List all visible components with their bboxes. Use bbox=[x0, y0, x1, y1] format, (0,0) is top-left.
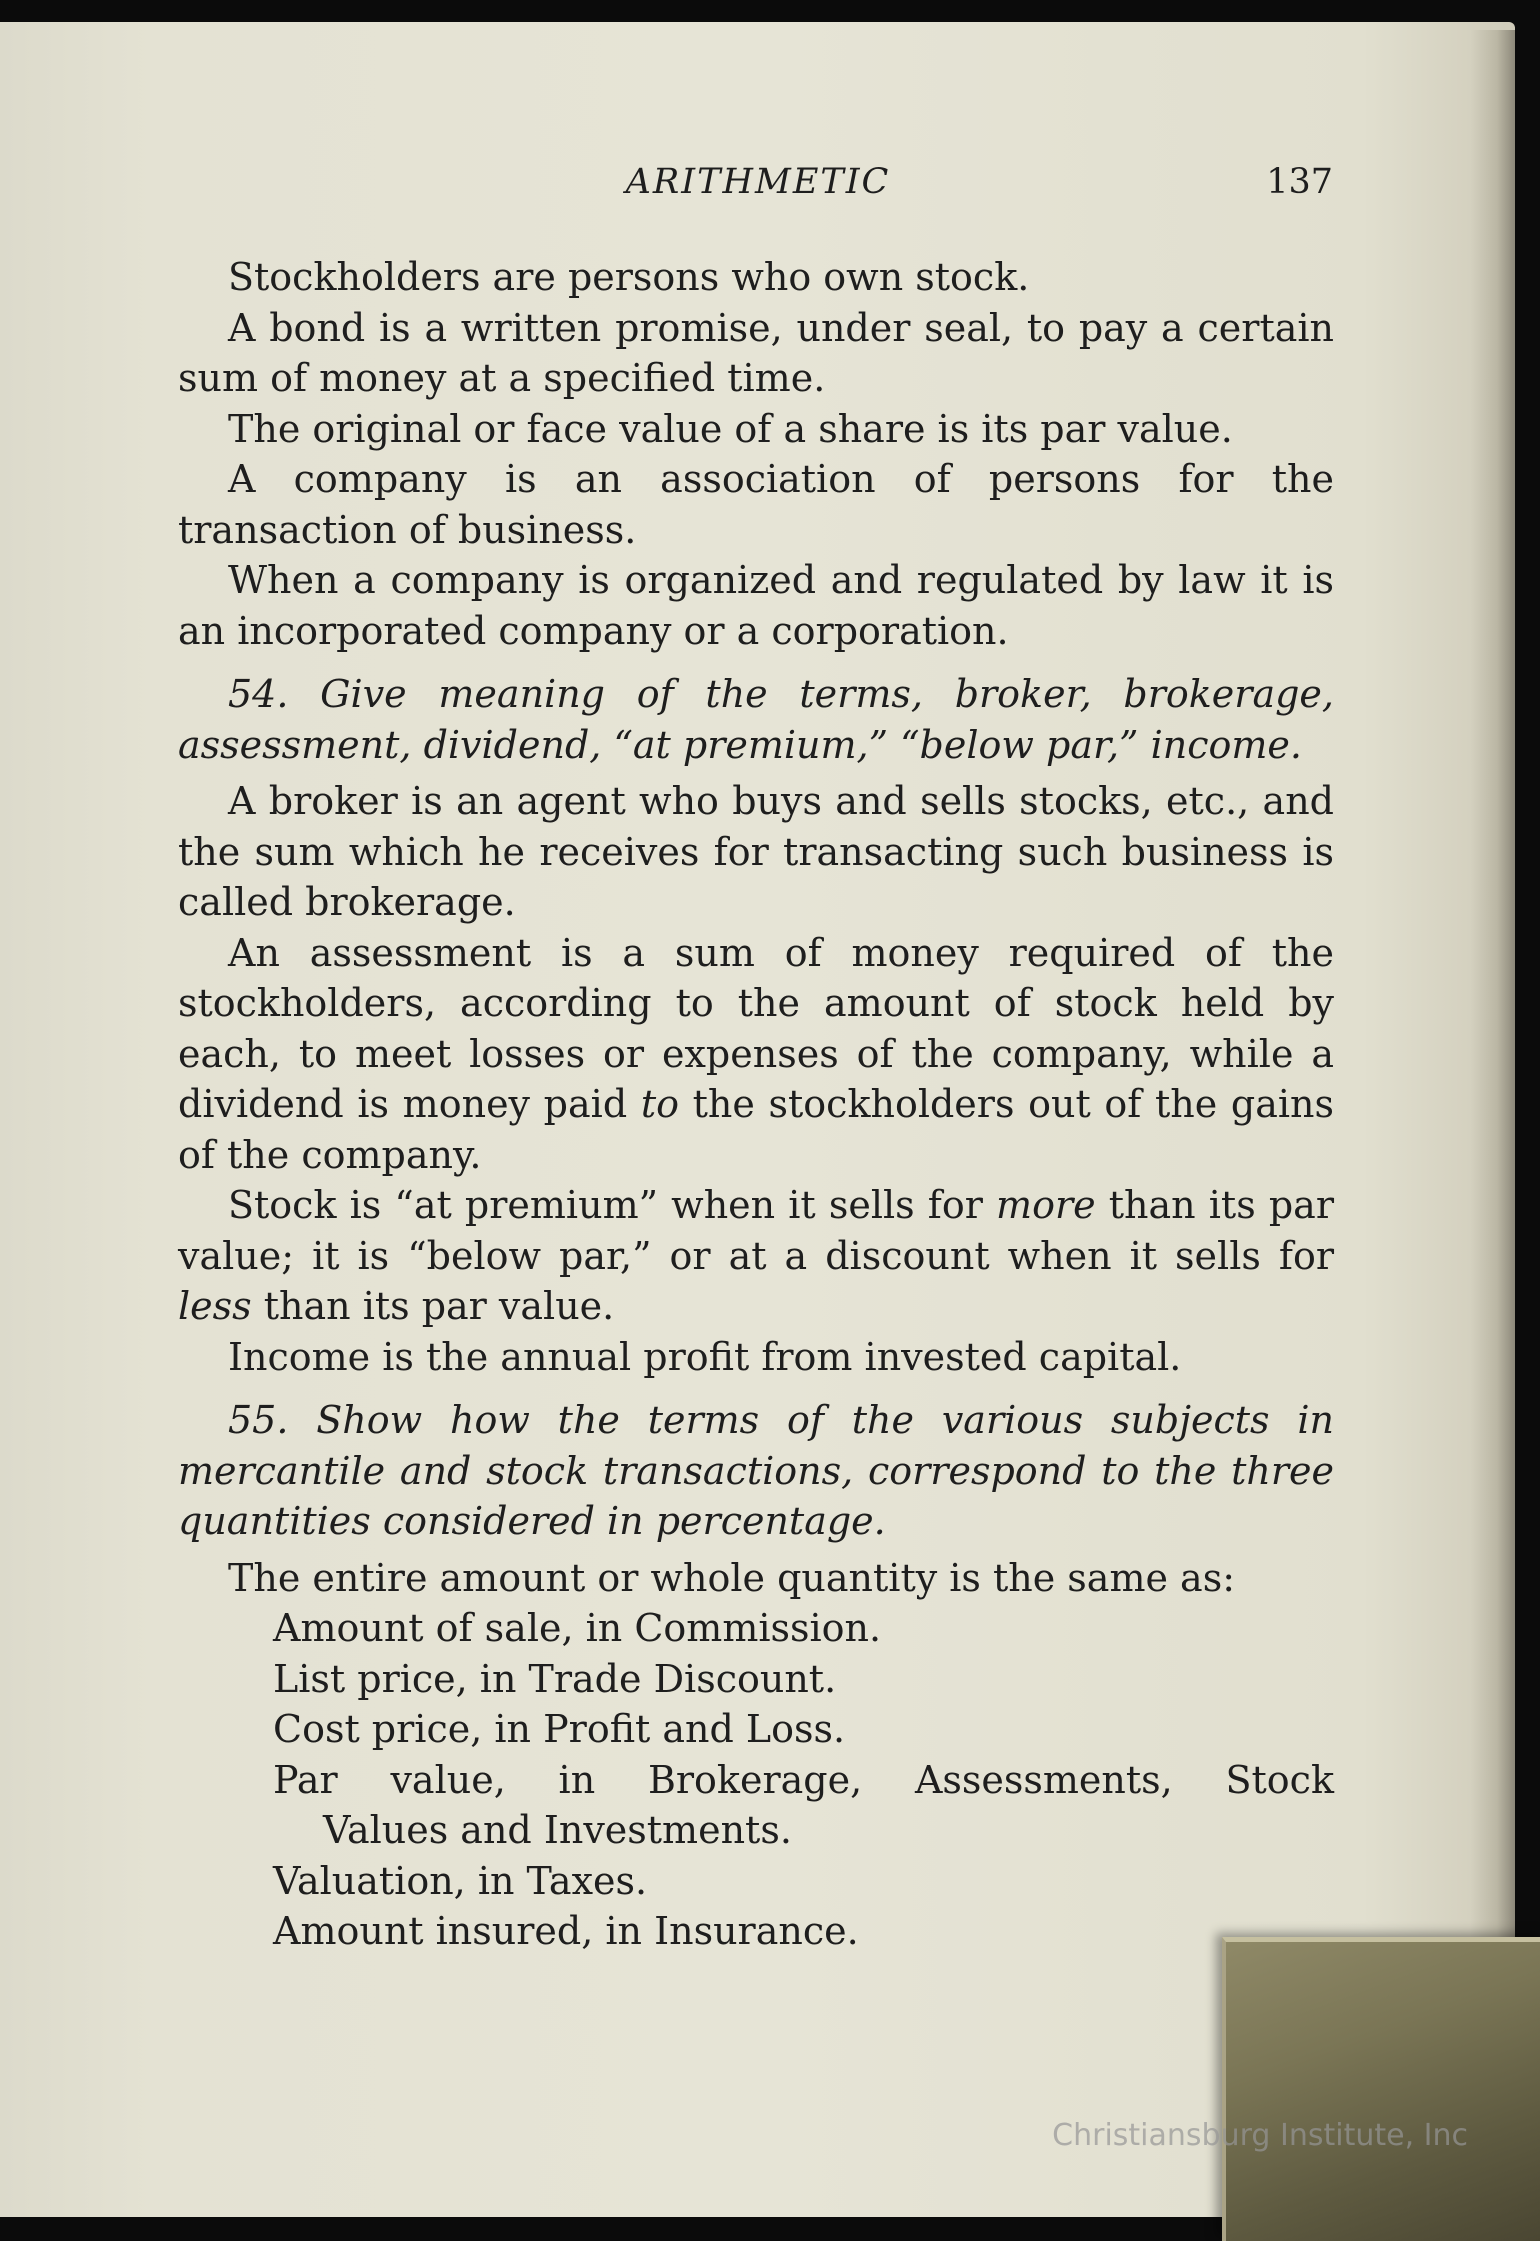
emphasis-less: less bbox=[178, 1284, 252, 1328]
text-run: Stock is “at premium” when it sells for bbox=[228, 1183, 997, 1227]
page-header bbox=[178, 162, 1338, 212]
paragraph-broker: A broker is an agent who buys and sells stocks, etc., and the sum which he receives for transacting such business is called brokerage. bbox=[178, 779, 1334, 924]
list-item: Amount insured, in Insurance. bbox=[273, 1909, 859, 1953]
paragraph-company: A company is an association of persons for the transaction of business. bbox=[178, 457, 1334, 552]
paragraph-income: Income is the annual profit from invested capital. bbox=[228, 1334, 1182, 1379]
question-54: 54. Give meaning of the terms, broker, brokerage, assessment, dividend, “at premium,” “below par,” income. bbox=[178, 672, 1334, 767]
question-55: 55. Show how the terms of the various subjects in mercantile and stock transactions, correspond to the three quantities considered in percentage. bbox=[178, 1398, 1334, 1543]
list-item: Valuation, in Taxes. bbox=[273, 1858, 648, 1903]
page-edge-shadow bbox=[1470, 30, 1515, 2220]
text-run: than its par value; it is “below par,” or at a discount when it sells for bbox=[178, 1183, 1334, 1278]
watermark: Christiansburg Institute, Inc bbox=[1052, 2118, 1468, 2153]
emphasis-more: more bbox=[996, 1183, 1096, 1227]
text-run: An assessment is a sum of money required of the stockholders, according to the amount of stock held by each, to meet losses or expenses of the company, while a dividend is money paid bbox=[178, 930, 1334, 1126]
brass-clip bbox=[1222, 1937, 1540, 2241]
page-number: 137 bbox=[1266, 162, 1333, 202]
text-run: than its par value. bbox=[251, 1284, 615, 1328]
paragraph-corporation: When a company is organized and regulated by law it is an incorporated company or a corporation. bbox=[178, 558, 1334, 653]
list-item: Amount of sale, in Commission. bbox=[273, 1606, 882, 1650]
paragraph-par-value: The original or face value of a share is its par value. bbox=[228, 406, 1233, 451]
paragraph-assessment bbox=[178, 928, 1334, 1181]
page-body bbox=[178, 252, 1334, 1957]
list-item-continuation: Values and Investments. bbox=[323, 1808, 792, 1852]
running-title: ARITHMETIC bbox=[625, 162, 891, 202]
list-item: Par value, in Brokerage, Assessments, Stock bbox=[273, 1757, 1334, 1802]
paragraph-stockholders: Stockholders are persons who own stock. bbox=[228, 255, 1030, 299]
emphasis-to: to bbox=[640, 1082, 679, 1126]
paragraph-bond: A bond is a written promise, under seal, to pay a certain sum of money at a specified time. bbox=[178, 305, 1334, 400]
paragraph-entire-amount: The entire amount or whole quantity is the same as: bbox=[228, 1555, 1236, 1600]
paragraph-premium bbox=[178, 1180, 1334, 1332]
terms-list bbox=[178, 1603, 1334, 1957]
list-item: Cost price, in Profit and Loss. bbox=[273, 1707, 846, 1751]
list-item: List price, in Trade Discount. bbox=[273, 1656, 837, 1701]
text-run: the stockholders out of the gains of the company. bbox=[178, 1082, 1335, 1177]
